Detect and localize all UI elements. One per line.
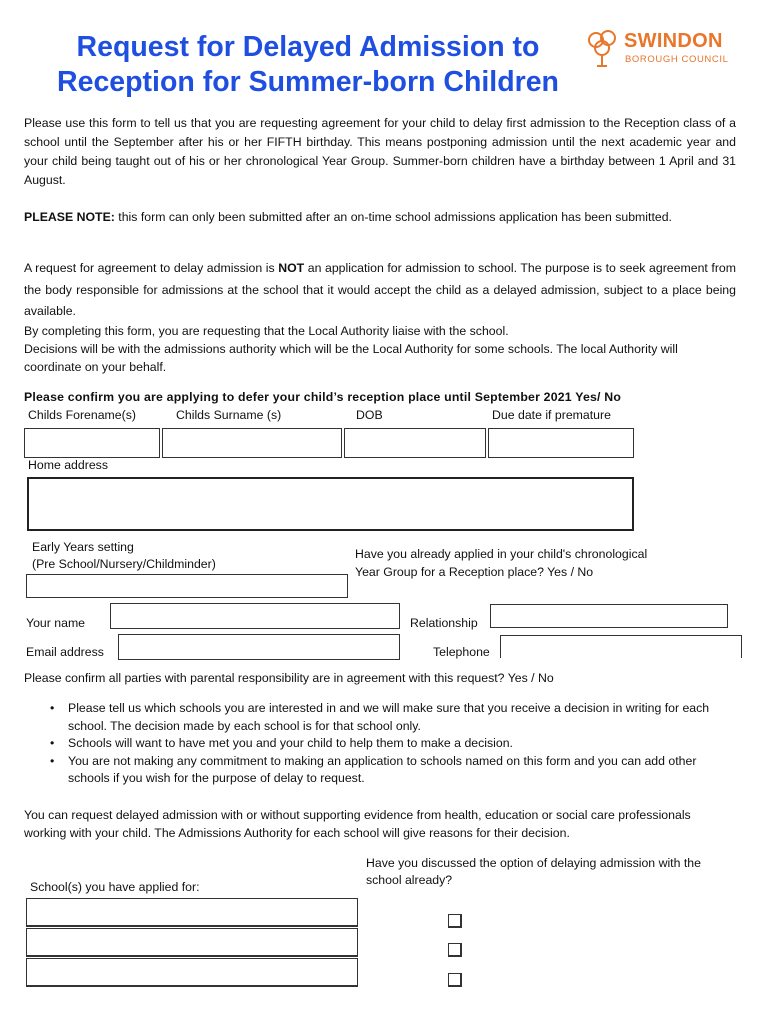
request-text-before: A request for agreement to delay admission is [24, 261, 279, 275]
early-years-field[interactable] [26, 574, 348, 598]
logo-subtitle: BOROUGH COUNCIL [625, 54, 729, 65]
discussed-checkbox-1[interactable] [448, 914, 462, 928]
school-field-2[interactable] [26, 928, 358, 957]
due-date-field[interactable] [488, 428, 634, 458]
request-text-bold: NOT [278, 261, 305, 275]
parental-question: Please confirm all parties with parental responsibility are in agreement with this request? Yes / No [24, 671, 554, 685]
telephone-field[interactable] [500, 635, 742, 658]
school-field-1[interactable] [26, 898, 358, 927]
child-surname-label: Childs Surname (s) [176, 408, 282, 422]
logo-name: SWINDON [624, 30, 723, 52]
schools-label: School(s) you have applied for: [30, 880, 200, 894]
list-item: • You are not making any commitment to making an application to schools named on this form and you can add other schools if you wish for the purpose of delay to request. [24, 753, 740, 788]
dob-field[interactable] [344, 428, 486, 458]
email-label: Email address [26, 645, 104, 659]
home-address-label: Home address [28, 458, 108, 472]
telephone-label: Telephone [433, 645, 490, 659]
your-name-field[interactable] [110, 603, 400, 629]
your-name-label: Your name [26, 616, 86, 630]
liaise-paragraph: By completing this form, you are requesting that the Local Authority liaise with the school. [24, 324, 509, 338]
please-note-paragraph [24, 208, 736, 227]
child-forename-label: Childs Forename(s) [28, 408, 136, 422]
info-bullet-list [24, 700, 740, 788]
title-line-1: Request for Delayed Admission to [76, 31, 540, 63]
discussed-question-1: Have you discussed the option of delaying admission with the [366, 856, 701, 870]
chrono-question-2: Year Group for a Reception place? Yes / No [355, 565, 594, 579]
council-logo [586, 28, 736, 72]
please-note-text: this form can only been submitted after an on-time school admissions application has been submitted. [114, 210, 672, 224]
dob-label: DOB [356, 408, 383, 422]
discussed-question-2: school already? [366, 873, 453, 887]
confirm-defer-question: Please confirm you are applying to defer your child’s reception place until September 2021 Yes/ No [24, 390, 622, 404]
decisions-paragraph: Decisions will be with the admissions authority which will be the Local Authority for some schools. The local Authority will coordinate on your behalf. [24, 342, 678, 374]
intro-paragraph: Please use this form to tell us that you are requesting agreement for your child to delay first admission to the Reception class of a school until the September after his or her FIFTH birthday. This means postponing admission until the next academic year and your child being taught out of his or her chronological Year Group. Summer-born children have a birthday between 1 April and 31 August. [24, 116, 736, 187]
relationship-field[interactable] [490, 604, 728, 628]
due-date-label: Due date if premature [492, 408, 611, 422]
discussed-checkbox-2[interactable] [448, 943, 462, 957]
list-item: • Schools will want to have met you and your child to help them to make a decision. [24, 735, 740, 753]
title-line-2: Reception for Summer-born Children [57, 66, 559, 98]
request-text-after: an application for admission to school. The purpose is to seek agreement from the body responsible for admissions at the school that it would accept the child as a delayed admission, subject to a place being available. [24, 261, 736, 318]
evidence-paragraph: You can request delayed admission with or without supporting evidence from health, education or social care professionals working with your child. The Admissions Authority for each school will give reasons for their decision. [24, 808, 691, 840]
child-surname-field[interactable] [162, 428, 342, 458]
school-field-3[interactable] [26, 958, 358, 987]
discussed-checkbox-3[interactable] [448, 973, 462, 987]
child-forename-field[interactable] [24, 428, 160, 458]
email-field[interactable] [118, 634, 400, 660]
home-address-field[interactable] [27, 477, 634, 531]
list-item: • Please tell us which schools you are interested in and we will make sure that you receive a decision in writing for each school. The decision made by each school is for that school only. [24, 700, 740, 735]
tree-logo-icon [586, 28, 620, 68]
early-years-label-1: Early Years setting [32, 540, 134, 554]
please-note-label: PLEASE NOTE: [24, 210, 115, 224]
relationship-label: Relationship [410, 616, 478, 630]
chrono-question-1: Have you already applied in your child's chronological [355, 547, 648, 561]
request-paragraph [24, 258, 736, 323]
page-title [28, 30, 588, 100]
early-years-label-2: (Pre School/Nursery/Childminder) [32, 557, 216, 571]
